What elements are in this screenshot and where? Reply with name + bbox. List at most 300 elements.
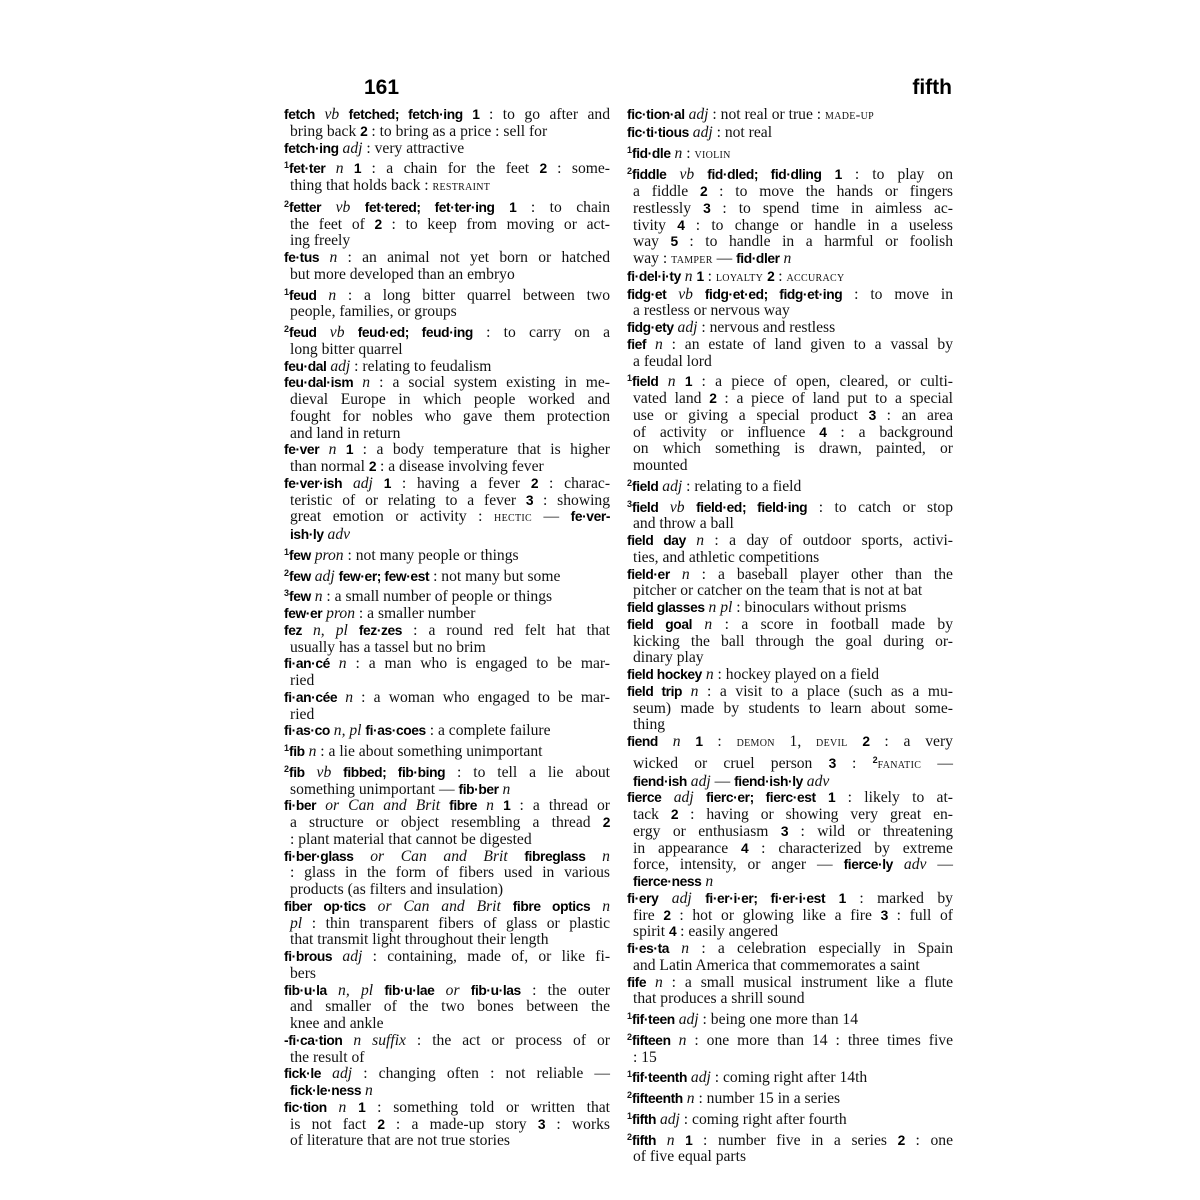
entry-line [284, 798, 610, 815]
entry-line [627, 441, 953, 458]
definition-text: : hot or glowing like a fire [670, 906, 881, 924]
definition-text: : some- [546, 160, 610, 178]
entry-line [284, 544, 610, 565]
part-of-speech: n [498, 780, 511, 798]
definition-text: : a small musical instrument like a flute [662, 973, 953, 991]
part-of-speech: adj [658, 889, 706, 907]
entry-line [627, 1129, 953, 1150]
dictionary-entry [284, 250, 610, 284]
entry-line [627, 337, 953, 354]
entry-line [284, 426, 610, 443]
definition-text: : a lie about something unimportant [316, 743, 543, 760]
definition-text: : a piece of open, cleared, or culti- [692, 373, 953, 391]
definition-text: ergy or enthusiasm [633, 822, 781, 840]
headword-bold: fib·u·las [470, 982, 521, 998]
definition-text: : [703, 267, 716, 285]
headword-bold: few [289, 547, 311, 563]
headword-bold: fiend·ish·ly [734, 773, 803, 789]
definition-text: : a disease involving fever [376, 458, 544, 475]
definition-text: thing [633, 716, 666, 734]
definition-text: : very attractive [362, 139, 465, 157]
part-of-speech: n, pl [301, 621, 359, 639]
part-of-speech: or [434, 981, 471, 999]
part-of-speech: adj [656, 1110, 680, 1128]
definition-text: : a long bitter quarrel between two [336, 286, 611, 304]
headword-bold: fid·dler [736, 251, 780, 266]
entry-line [627, 1149, 953, 1166]
definition-text: : to play on [841, 166, 954, 184]
dictionary-entry [284, 359, 610, 376]
dictionary-entry [284, 740, 610, 761]
headword-bold: fick·le [284, 1066, 322, 1082]
headword-bold: -fi·ca·tion [284, 1032, 343, 1048]
headword-bold: fic·tion [284, 1099, 327, 1115]
headword-bold: fe·ver- [570, 509, 611, 525]
part-of-speech: adj [686, 772, 711, 790]
part-of-speech: adj [661, 789, 706, 807]
headword-bold: 1 [696, 268, 704, 284]
definition-text: something unimportant — [290, 780, 459, 798]
definition-text: : to move the hands or fingers [707, 183, 953, 200]
headword-bold: 4 [819, 424, 827, 440]
left-column [284, 107, 610, 1150]
definition-text: : not many but some [429, 567, 561, 585]
definition-text: dieval Europe in which people worked and [290, 391, 610, 408]
small-caps-crossref: fanatic [877, 756, 922, 772]
entry-line [284, 1100, 610, 1117]
definition-text: of activity or influence [633, 423, 820, 441]
part-of-speech: vb [666, 166, 708, 184]
definition-text: : a very [869, 733, 953, 750]
entry-line [284, 442, 610, 459]
homograph-number: 1 [284, 546, 290, 557]
definition-text [463, 106, 472, 123]
entry-line [627, 234, 953, 251]
definition-text: : wild or threatening [788, 822, 953, 840]
entry-line [627, 408, 953, 425]
headword-bold: feu·dal [284, 358, 327, 374]
headword-bold: field [632, 499, 659, 515]
definition-text: : something told or written that [365, 1098, 611, 1116]
headword-bold: fib [289, 764, 305, 780]
definition-text: : relating to a field [682, 477, 802, 495]
dictionary-entry [627, 142, 953, 164]
entry-line [284, 509, 610, 527]
entry-line [627, 142, 953, 164]
part-of-speech: n [657, 733, 681, 750]
part-of-speech: n [646, 973, 663, 991]
definition-text: tivity [633, 216, 678, 234]
entry-line [627, 891, 953, 908]
entry-line [627, 908, 953, 925]
part-of-speech: n [477, 797, 494, 815]
headword-bold: fibre optics [512, 898, 591, 914]
homograph-number: 1 [627, 1110, 633, 1121]
entry-line [284, 932, 610, 949]
headword-bold: 2 [862, 734, 870, 749]
entry-line [284, 656, 610, 673]
headword-bold: fib·u·la [284, 982, 327, 998]
entry-line [627, 701, 953, 718]
entry-line [627, 1066, 953, 1087]
dictionary-entry [627, 1108, 953, 1129]
entry-line [627, 617, 953, 634]
part-of-speech: adj [674, 1011, 699, 1028]
part-of-speech: n [701, 666, 714, 683]
definition-text: : showing [533, 491, 611, 509]
definition-text: : a thread or [510, 797, 610, 815]
headword-bold: 2 [670, 807, 679, 822]
entry-line [284, 359, 610, 376]
definition-text [494, 797, 503, 814]
small-caps-crossref: loyalty [715, 269, 764, 285]
headword-bold: fibreglass [524, 848, 586, 864]
dictionary-entry [284, 656, 610, 690]
part-of-speech: pron [322, 605, 356, 622]
headword-bold: 3 [880, 907, 888, 923]
definition-text [816, 789, 828, 806]
headword-bold: few [289, 589, 311, 605]
definition-text: a feudal lord [633, 352, 712, 370]
headword-bold: 1 [838, 890, 846, 906]
part-of-speech: n [329, 655, 347, 673]
headword-bold: 2 [699, 184, 708, 199]
entry-line [284, 250, 610, 267]
entry-line [627, 184, 953, 201]
headword-bold: fetched; fetch·ing [348, 107, 463, 122]
entry-line [627, 567, 953, 584]
definition-text: spirit [633, 923, 669, 941]
definition-text: : nervous and restless [697, 319, 836, 336]
headword-bold: 3 [525, 492, 534, 508]
entry-line [284, 459, 610, 476]
part-of-speech: n [316, 286, 337, 304]
definition-text: but more developed than an embryo [290, 265, 515, 283]
headword-bold: fief [627, 336, 647, 352]
definition-text [848, 733, 863, 750]
headword-bold: fetter [289, 199, 322, 215]
part-of-speech: n [361, 1082, 373, 1099]
part-of-speech: n [656, 1131, 675, 1149]
headword-bold: fif·teenth [632, 1070, 688, 1086]
part-of-speech: adv [323, 526, 351, 543]
definition-text: mounted [633, 457, 688, 474]
definition-text: : characterized by extreme [748, 839, 953, 857]
definition-text [495, 199, 509, 216]
definition-text: of literature that are not true stories [290, 1132, 510, 1150]
definition-text: : to spend time in aimless ac- [710, 199, 953, 217]
headword-bold: feud [289, 287, 317, 303]
dictionary-entry [627, 734, 953, 790]
definition-text: way : [633, 250, 672, 267]
entry-line [627, 533, 953, 550]
definition-text: : works [545, 1115, 610, 1133]
definition-text: : relating to feudalism [350, 357, 492, 375]
homograph-number: 2 [627, 1090, 633, 1100]
definition-text: that produces a shrill sound [633, 990, 805, 1008]
small-caps-crossref: accuracy [786, 269, 845, 285]
dictionary-entry [627, 684, 953, 734]
definition-text: : a social system existing in me- [370, 374, 611, 392]
definition-text [344, 160, 354, 177]
definition-text: : one more than 14 : three times five [686, 1031, 953, 1049]
entry-line [284, 217, 610, 234]
definition-text: 1, [774, 733, 817, 750]
entry-line [284, 782, 610, 799]
entry-line [284, 1133, 610, 1150]
part-of-speech: n [670, 1031, 687, 1049]
dictionary-entry [284, 690, 610, 724]
headword-bold: 1 [472, 107, 480, 122]
part-of-speech: adj [658, 477, 683, 495]
entry-line [627, 1029, 953, 1050]
definition-text: ried [290, 672, 315, 689]
definition-text: : a day of outdoor sports, activi- [704, 532, 953, 549]
entry-line [284, 1050, 610, 1067]
entry-line [627, 975, 953, 992]
definition-text: the result of [290, 1048, 365, 1066]
dictionary-entry [284, 141, 610, 158]
definition-text: is not fact [290, 1115, 378, 1133]
dictionary-entry [627, 600, 953, 617]
headword-bold: fierce·ness [633, 874, 702, 889]
entry-line [284, 815, 610, 832]
definition-text: : a woman who engaged to be mar- [353, 688, 610, 706]
headword-bold: 1 [695, 734, 703, 749]
homograph-number: 1 [627, 373, 633, 384]
guide-word: fifth [912, 76, 952, 99]
headword-bold: 1 [685, 1132, 693, 1148]
definition-text: : to catch or stop [807, 498, 953, 516]
definition-text: : a score in football made by [712, 615, 954, 633]
part-of-speech: or Can and Brit [316, 797, 450, 815]
headword-bold: field·ed; field·ing [696, 499, 808, 515]
definition-text: : an area [875, 406, 954, 424]
entry-line [284, 983, 610, 1000]
entry-line [627, 774, 953, 791]
dictionary-entry [627, 941, 953, 975]
homograph-number: 2 [284, 567, 290, 578]
definition-text: : [702, 733, 737, 750]
dictionary-entry [284, 157, 610, 196]
headword-bold: 4 [740, 840, 749, 856]
definition-text: : a round red felt hat that [402, 621, 610, 639]
headword-bold: 1 [684, 374, 693, 390]
dictionary-entry [284, 761, 610, 799]
definition-text: — [710, 772, 735, 790]
definition-text: : a smaller number [355, 605, 476, 622]
headword-bold: field [632, 478, 659, 494]
headword-bold: ish·ly [290, 527, 324, 542]
entry-line [627, 667, 953, 684]
homograph-number: 2 [284, 324, 290, 334]
entry-line [284, 392, 610, 409]
small-caps-crossref: tamper [671, 252, 713, 267]
headword-bold: 1 [828, 790, 836, 806]
dictionary-entry [627, 125, 953, 142]
headword-bold: 2 [767, 268, 775, 284]
definition-text: : easily angered [676, 923, 778, 941]
headword-bold: 2 [530, 475, 539, 491]
definition-text: : one [904, 1131, 953, 1149]
dictionary-entry [284, 284, 610, 322]
definition-text: thing that holds back : [290, 177, 433, 194]
dictionary-entry [284, 723, 610, 740]
headword-bold: fiend [627, 734, 658, 749]
definition-text: in appearance [633, 839, 741, 857]
dictionary-entry [284, 321, 610, 359]
entry-line [627, 391, 953, 408]
headword-bold: fif·teen [632, 1012, 675, 1027]
definition-text: : not real or true : [708, 106, 825, 123]
homograph-number: 2 [627, 477, 633, 488]
entry-line [627, 496, 953, 517]
dictionary-entry [627, 320, 953, 337]
headword-bold: 3 [703, 200, 711, 216]
dictionary-entry [284, 476, 610, 544]
homograph-number: 1 [627, 1011, 633, 1021]
part-of-speech: adj [310, 567, 339, 585]
entry-line [627, 991, 953, 1008]
definition-text [336, 441, 345, 458]
definition-text: restlessly [633, 199, 704, 217]
dictionary-entry [627, 790, 953, 891]
definition-text: : number five in a series [692, 1131, 898, 1149]
definition-text: : a celebration especially in Spain [689, 940, 954, 957]
entry-line [627, 303, 953, 320]
headword-bold: fic·tion·al [627, 107, 685, 122]
definition-text: : the act or process of or [405, 1031, 610, 1049]
entry-line [284, 1117, 610, 1134]
small-caps-crossref: restraint [432, 179, 491, 194]
headword-bold: fi·an·cée [284, 689, 338, 705]
part-of-speech: pron [310, 546, 344, 564]
homograph-number: 1 [284, 160, 290, 171]
definition-text: that transmit light throughout their length [290, 931, 549, 949]
entry-line [627, 125, 953, 142]
part-of-speech: n [701, 873, 714, 890]
dictionary-entry [627, 1087, 953, 1108]
entry-line [627, 1108, 953, 1129]
headword-bold: 2 [539, 161, 547, 177]
definition-text: : full of [887, 906, 953, 924]
definition-text: : a chain for the feet [361, 160, 540, 178]
definition-text [373, 475, 384, 492]
part-of-speech: adj [342, 474, 373, 492]
dictionary-entry [284, 983, 610, 1033]
definition-text: products (as filters and insulation) [290, 881, 504, 898]
definition-text: : [682, 144, 695, 162]
definition-text: fought for nobles who gave them protection [290, 407, 610, 425]
headword-bold: fi·ber [284, 798, 317, 814]
definition-text: ing freely [290, 232, 351, 250]
headword-bold: few·er; few·est [338, 568, 430, 584]
entry-line [284, 233, 610, 250]
definition-text: vated land [633, 390, 710, 407]
definition-text: : plant material that cannot be digested [290, 830, 532, 848]
definition-text: : charac- [538, 474, 611, 492]
definition-text: usually has a tassel but no brim [290, 638, 486, 656]
entry-line [284, 623, 610, 640]
headword-bold: 1 [353, 161, 362, 177]
dictionary-entry [627, 1029, 953, 1067]
entry-line [284, 673, 610, 690]
entry-line [627, 684, 953, 701]
entry-line [627, 287, 953, 304]
part-of-speech: n [658, 373, 676, 391]
dictionary-entry [284, 949, 610, 983]
entry-line [627, 1008, 953, 1029]
definition-text: way [633, 233, 671, 251]
definition-text: : a background [826, 423, 954, 441]
headword-bold: 3 [780, 823, 789, 839]
headword-bold: fez [284, 622, 302, 638]
entry-line [284, 284, 610, 305]
part-of-speech: n [319, 441, 337, 459]
part-of-speech: adj [687, 1069, 711, 1087]
headword-bold: fidg·et·ed; fidg·et·ing [704, 286, 843, 302]
homograph-number: 2 [284, 763, 290, 774]
dictionary-entry [627, 496, 953, 534]
definition-text: : number 15 in a series [694, 1090, 841, 1107]
definition-text: : to move in [842, 285, 953, 303]
definition-text: knee and ankle [290, 1015, 384, 1032]
definition-text: — [921, 754, 953, 772]
page-number: 161 [364, 76, 400, 99]
definition-text: : not many people or things [343, 546, 519, 564]
dictionary-entry [284, 849, 610, 899]
headword-bold: field day [627, 533, 686, 548]
headword-bold: 1 [345, 442, 354, 458]
entry-line [627, 269, 953, 287]
small-caps-crossref: hectic [494, 510, 532, 526]
dictionary-entry [284, 623, 610, 657]
definition-text: : not real [712, 123, 773, 141]
headword-bold: 2 [663, 907, 671, 923]
definition-text: and Latin America that commemorates a saint [633, 956, 920, 974]
entry-line [284, 565, 610, 586]
definition-text: : [774, 267, 787, 285]
headword-bold: field [632, 374, 659, 390]
headword-bold: 5 [670, 234, 678, 250]
entry-line [627, 807, 953, 824]
definition-text: : a complete failure [425, 722, 551, 740]
headword-bold: fiber op·tics [284, 898, 366, 914]
entry-line [284, 999, 610, 1016]
definition-text: : an estate of land given to a vassal by [662, 335, 953, 353]
dictionary-entry [284, 1033, 610, 1067]
definition-text: : to carry on a [472, 324, 611, 341]
definition-text: a restless or nervous way [633, 302, 790, 320]
definition-text: bers [290, 964, 316, 982]
entry-line [284, 375, 610, 392]
part-of-speech: adj [332, 948, 363, 965]
headword-bold: fe·ver·ish [284, 475, 343, 491]
dictionary-entry [627, 370, 953, 475]
definition-text: teristic of or relating to a fever [290, 491, 526, 509]
headword-bold: field hockey [627, 667, 702, 682]
entry-line [284, 267, 610, 284]
part-of-speech: n pl [704, 599, 733, 616]
definition-text: : to chain [516, 198, 610, 216]
right-column [627, 107, 953, 1166]
entry-line [284, 304, 610, 321]
dictionary-entry [627, 269, 953, 287]
definition-text: people, families, or groups [290, 303, 457, 321]
dictionary-entry [627, 1129, 953, 1167]
part-of-speech: adj [321, 1065, 353, 1083]
definition-text: ties, and athletic competitions [633, 548, 820, 566]
